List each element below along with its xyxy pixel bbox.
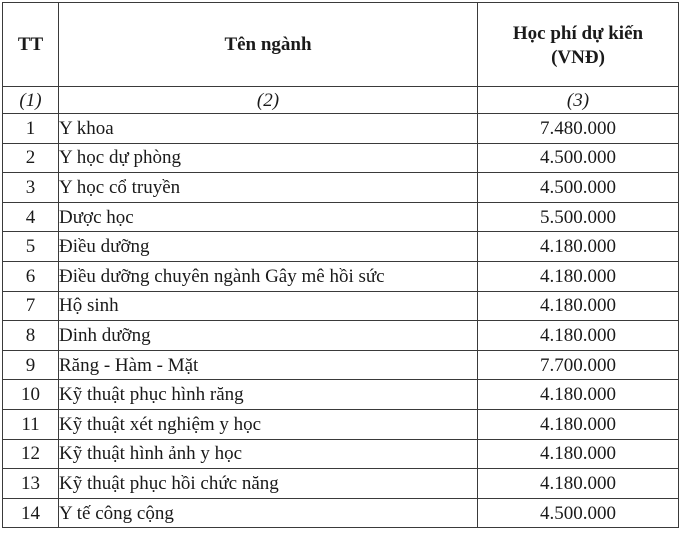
row-tuition-fee: 7.480.000 xyxy=(478,114,679,144)
row-tuition-fee: 4.180.000 xyxy=(478,291,679,321)
row-tt: 8 xyxy=(3,321,59,351)
header-tt: TT xyxy=(3,3,59,87)
row-tt: 3 xyxy=(3,173,59,203)
row-tt: 9 xyxy=(3,350,59,380)
row-program-name: Y học cổ truyền xyxy=(59,173,478,203)
row-tt: 12 xyxy=(3,439,59,469)
header-tuition-fee xyxy=(478,3,679,87)
table-row xyxy=(3,261,679,291)
row-program-name: Kỹ thuật xét nghiệm y học xyxy=(59,409,478,439)
row-program-name: Điều dưỡng chuyên ngành Gây mê hồi sức xyxy=(59,261,478,291)
header-tuition-fee-line2: (VNĐ) xyxy=(551,46,605,68)
row-program-name: Y học dự phòng xyxy=(59,143,478,173)
table-row xyxy=(3,380,679,410)
table-row xyxy=(3,321,679,351)
row-tuition-fee: 4.180.000 xyxy=(478,469,679,499)
row-tt: 4 xyxy=(3,202,59,232)
row-program-name: Kỹ thuật phục hình răng xyxy=(59,380,478,410)
table-row xyxy=(3,498,679,528)
row-program-name: Dinh dưỡng xyxy=(59,321,478,351)
tuition-fee-table xyxy=(2,2,679,528)
row-tuition-fee: 4.500.000 xyxy=(478,173,679,203)
row-tuition-fee: 4.180.000 xyxy=(478,261,679,291)
row-tt: 1 xyxy=(3,114,59,144)
row-program-name: Điều dưỡng xyxy=(59,232,478,262)
table-row xyxy=(3,202,679,232)
row-tuition-fee: 4.180.000 xyxy=(478,439,679,469)
row-tt: 7 xyxy=(3,291,59,321)
table-row xyxy=(3,350,679,380)
row-tuition-fee: 4.180.000 xyxy=(478,321,679,351)
row-tt: 14 xyxy=(3,498,59,528)
row-tt: 11 xyxy=(3,409,59,439)
row-tuition-fee: 4.180.000 xyxy=(478,409,679,439)
column-number-1: (1) xyxy=(3,87,59,114)
row-tuition-fee: 4.180.000 xyxy=(478,232,679,262)
row-program-name: Hộ sinh xyxy=(59,291,478,321)
row-tuition-fee: 4.180.000 xyxy=(478,380,679,410)
column-number-row xyxy=(3,87,679,114)
table-row xyxy=(3,232,679,262)
table-row xyxy=(3,469,679,499)
table-row xyxy=(3,173,679,203)
row-tt: 6 xyxy=(3,261,59,291)
row-program-name: Kỹ thuật phục hồi chức năng xyxy=(59,469,478,499)
row-tuition-fee: 4.500.000 xyxy=(478,143,679,173)
row-program-name: Kỹ thuật hình ảnh y học xyxy=(59,439,478,469)
row-tuition-fee: 7.700.000 xyxy=(478,350,679,380)
row-program-name: Răng - Hàm - Mặt xyxy=(59,350,478,380)
table-row xyxy=(3,143,679,173)
row-program-name: Dược học xyxy=(59,202,478,232)
column-number-2: (2) xyxy=(59,87,478,114)
table-row xyxy=(3,409,679,439)
header-row xyxy=(3,3,679,87)
column-number-3: (3) xyxy=(478,87,679,114)
header-tuition-fee-line1: Học phí dự kiến xyxy=(512,22,644,44)
table-row xyxy=(3,114,679,144)
row-tt: 10 xyxy=(3,380,59,410)
row-tt: 2 xyxy=(3,143,59,173)
row-tuition-fee: 5.500.000 xyxy=(478,202,679,232)
header-program-name: Tên ngành xyxy=(59,3,478,87)
table-row xyxy=(3,439,679,469)
row-program-name: Y khoa xyxy=(59,114,478,144)
row-program-name: Y tế công cộng xyxy=(59,498,478,528)
table-row xyxy=(3,291,679,321)
row-tt: 5 xyxy=(3,232,59,262)
row-tuition-fee: 4.500.000 xyxy=(478,498,679,528)
row-tt: 13 xyxy=(3,469,59,499)
